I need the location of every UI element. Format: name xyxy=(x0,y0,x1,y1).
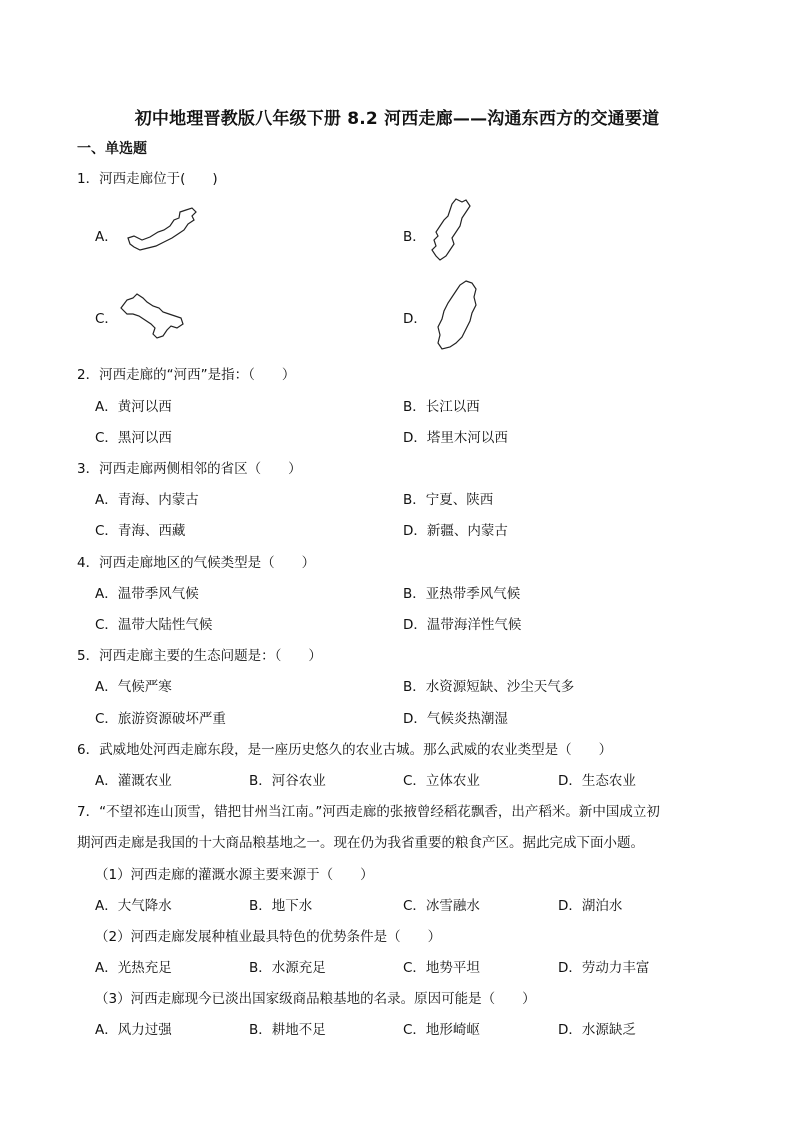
q6-option-a: A．灌溉农业 xyxy=(95,773,172,789)
q3-option-a: A．青海、内蒙古 xyxy=(95,492,199,508)
question-4-stem: 4．河西走廊地区的气候类型是（ ） xyxy=(77,555,316,571)
q7-2-option-a: A．光热充足 xyxy=(95,960,172,976)
q7-2-option-b: B．水源充足 xyxy=(249,960,326,976)
q5-option-c: C．旅游资源破坏严重 xyxy=(95,711,226,727)
q2-option-d: D．塔里木河以西 xyxy=(403,430,508,446)
q7-2-option-c: C．地势平坦 xyxy=(403,960,480,976)
q1-option-b: B． xyxy=(403,229,426,245)
q2-option-b: B．长江以西 xyxy=(403,399,480,415)
q2-option-c: C．黑河以西 xyxy=(95,430,172,446)
question-7-stem-line1: 7．“不望祁连山顶雪，错把甘州当江南。”河西走廊的张掖曾经稻花飘香，出产稻米。新中国成立初 xyxy=(77,804,660,820)
q7-3-option-c: C．地形崎岖 xyxy=(403,1022,480,1038)
question-7-sub3-stem: （3）河西走廊现今已淡出国家级商品粮基地的名录。原因可能是（ ） xyxy=(95,991,536,1007)
q4-option-d: D．温带海洋性气候 xyxy=(403,617,522,633)
page-title: 初中地理晋教版八年级下册 8.2 河西走廊——沟通东西方的交通要道 xyxy=(134,109,660,129)
question-3-stem: 3．河西走廊两侧相邻的省区（ ） xyxy=(77,461,302,477)
question-6-stem: 6．武威地处河西走廊东段，是一座历史悠久的农业古城。那么武威的农业类型是（ ） xyxy=(77,742,613,758)
q6-option-d: D．生态农业 xyxy=(558,773,636,789)
q4-option-a: A．温带季风气候 xyxy=(95,586,199,602)
question-7-sub1-stem: （1）河西走廊的灌溉水源主要来源于（ ） xyxy=(95,867,374,883)
q1-option-a: A． xyxy=(95,229,118,245)
q7-1-option-c: C．冰雪融水 xyxy=(403,898,480,914)
q6-option-c: C．立体农业 xyxy=(403,773,480,789)
q7-3-option-b: B．耕地不足 xyxy=(249,1022,326,1038)
q7-1-option-a: A．大气降水 xyxy=(95,898,172,914)
q6-option-b: B．河谷农业 xyxy=(249,773,326,789)
gansu-outline-icon xyxy=(117,290,187,342)
question-1-stem: 1．河西走廊位于( ) xyxy=(77,171,218,187)
question-7-sub2-stem: （2）河西走廊发展种植业最具特色的优势条件是（ ） xyxy=(95,929,442,945)
question-7-stem-line2: 期河西走廊是我国的十大商品粮基地之一。现在仍为我省重要的粮食产区。据此完成下面小题。 xyxy=(77,835,644,851)
shanxi-outline-icon xyxy=(432,277,484,355)
q5-option-b: B．水资源短缺、沙尘天气多 xyxy=(403,679,575,695)
q1-option-d: D． xyxy=(403,311,427,327)
q7-3-option-d: D．水源缺乏 xyxy=(558,1022,636,1038)
question-2-stem: 2．河西走廊的“河西”是指：（ ） xyxy=(77,367,296,383)
q7-3-option-a: A．风力过强 xyxy=(95,1022,172,1038)
q2-option-a: A．黄河以西 xyxy=(95,399,172,415)
q7-1-option-d: D．湖泊水 xyxy=(558,898,623,914)
q1-option-c: C． xyxy=(95,311,118,327)
section-heading: 一、单选题 xyxy=(77,141,147,157)
question-5-stem: 5．河西走廊主要的生态问题是：（ ） xyxy=(77,648,322,664)
shaanxi-outline-icon xyxy=(426,196,478,266)
q3-option-c: C．青海、西藏 xyxy=(95,523,186,539)
inner-mongolia-outline-icon xyxy=(124,204,204,254)
q7-2-option-d: D．劳动力丰富 xyxy=(558,960,650,976)
q7-1-option-b: B．地下水 xyxy=(249,898,313,914)
q4-option-c: C．温带大陆性气候 xyxy=(95,617,213,633)
q5-option-a: A．气候严寒 xyxy=(95,679,172,695)
q5-option-d: D．气候炎热潮湿 xyxy=(403,711,508,727)
q3-option-b: B．宁夏、陕西 xyxy=(403,492,494,508)
q4-option-b: B．亚热带季风气候 xyxy=(403,586,521,602)
q3-option-d: D．新疆、内蒙古 xyxy=(403,523,508,539)
